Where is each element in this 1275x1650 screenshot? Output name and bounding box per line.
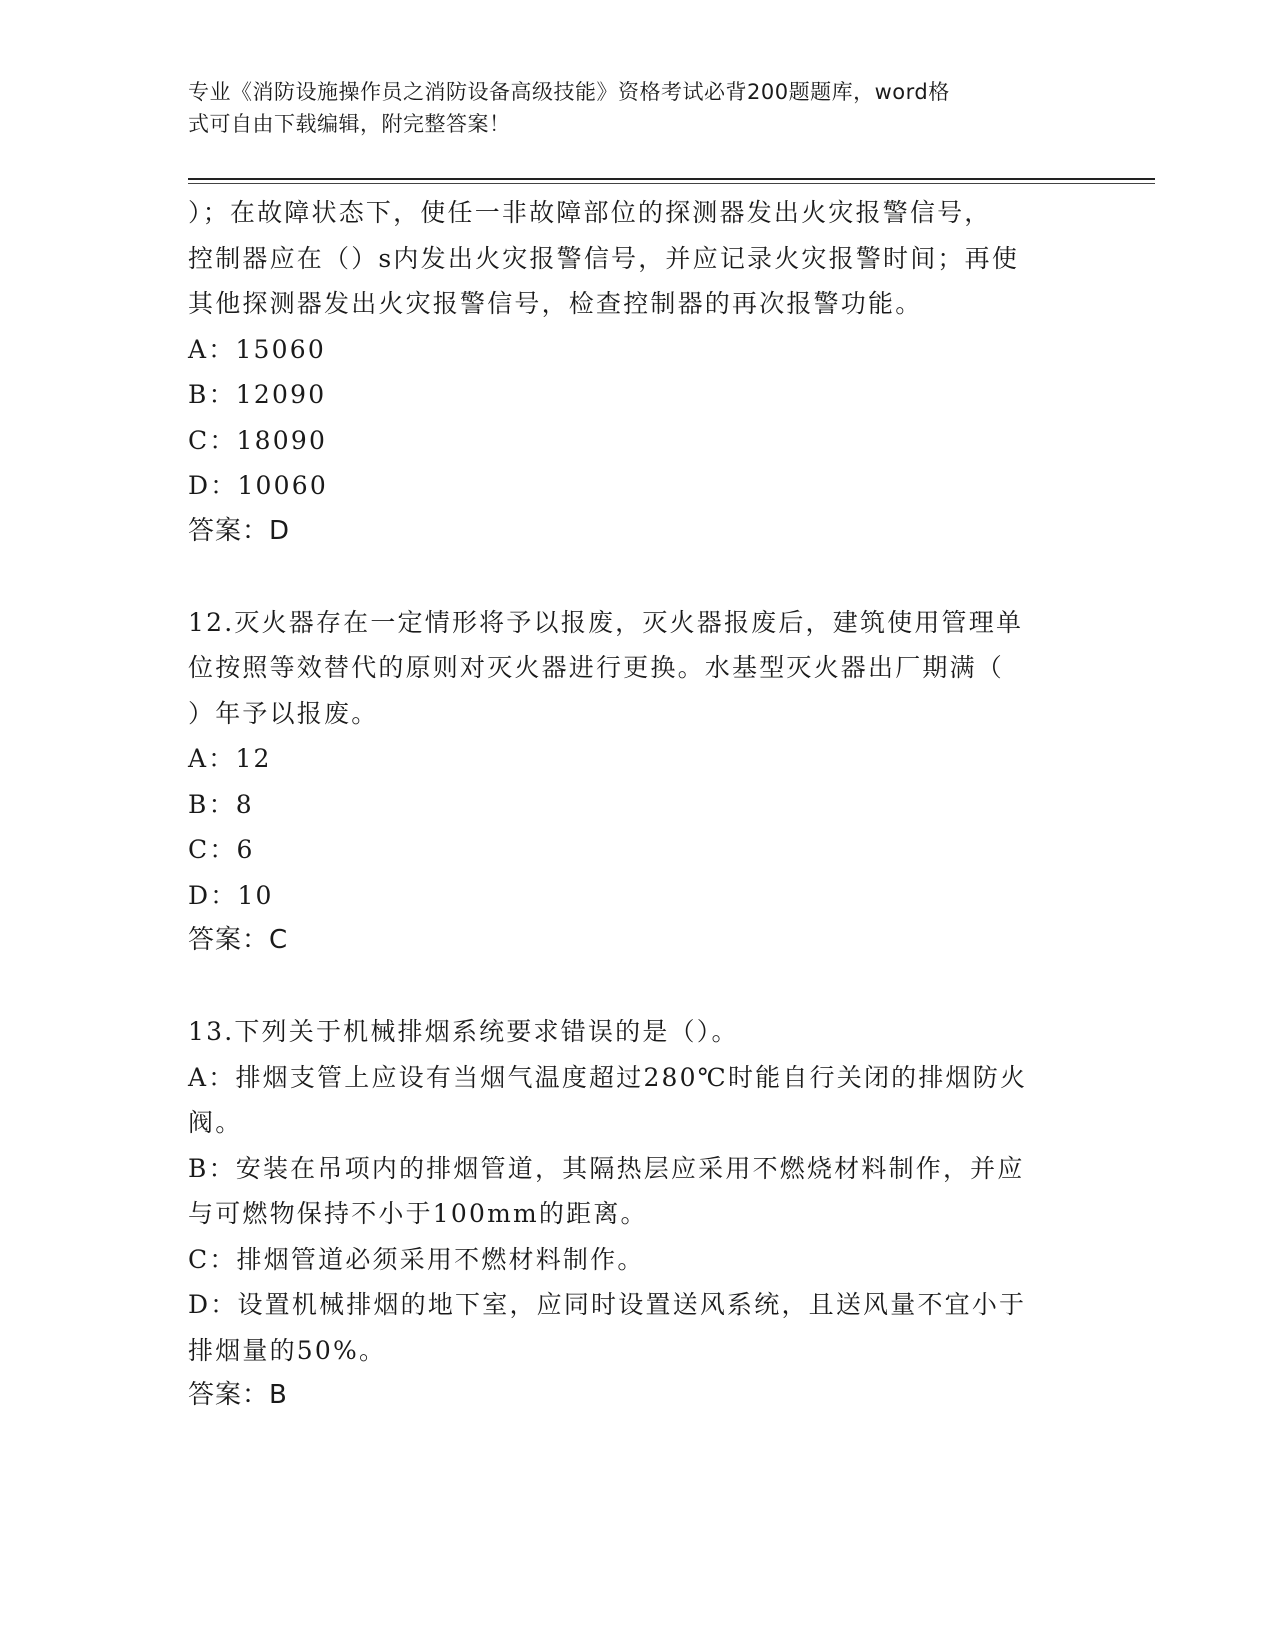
- option-d-continued: 排烟量的50%。: [188, 1335, 387, 1365]
- option-c: C：6: [188, 835, 255, 864]
- option-c: C：排烟管道必须采用不燃材料制作。: [188, 1244, 645, 1274]
- option-b: B：安装在吊项内的排烟管道，其隔热层应采用不燃烧材料制作，并应: [188, 1153, 1025, 1183]
- question-text-line: ）年予以报废。: [188, 698, 379, 728]
- option-a: A：排烟支管上应设有当烟气温度超过280℃时能自行关闭的排烟防火: [188, 1062, 1028, 1092]
- page-header: [188, 76, 1068, 140]
- answer-line: 答案：B: [188, 1380, 288, 1410]
- question-13: [188, 1009, 1088, 1419]
- question-text-line: 控制器应在（）s内发出火灾报警信号，并应记录火灾报警时间；再使: [188, 243, 1020, 273]
- question-11: [188, 190, 1088, 554]
- option-b-continued: 与可燃物保持不小于100mm的距离。: [188, 1199, 648, 1228]
- option-a: A：12: [188, 744, 272, 773]
- header-divider-thin: [188, 183, 1155, 184]
- document-body: [188, 190, 1088, 1419]
- question-text-line: 其他探测器发出火灾报警信号，检查控制器的再次报警功能。: [188, 289, 923, 318]
- question-text-line: 12.灭火器存在一定情形将予以报废，灭火器报废后，建筑使用管理单: [188, 607, 1024, 637]
- question-text-line: ）；在故障状态下，使任一非故障部位的探测器发出火灾报警信号，: [188, 198, 992, 227]
- option-b: B：12090: [188, 380, 327, 409]
- answer-line: 答案：C: [188, 925, 289, 955]
- option-b: B：8: [188, 789, 254, 819]
- header-line-2: 式可自由下载编辑，附完整答案！: [188, 112, 511, 136]
- question-text-line: 13.下列关于机械排烟系统要求错误的是（）。: [188, 1017, 739, 1046]
- question-12: [188, 600, 1088, 964]
- option-d: D：10: [188, 880, 274, 910]
- option-a-continued: 阀。: [188, 1108, 243, 1137]
- header-divider-thick: [188, 178, 1155, 180]
- question-text-line: 位按照等效替代的原则对灭火器进行更换。水基型灭火器出厂期满（: [188, 653, 1005, 682]
- option-d: D：10060: [188, 471, 328, 500]
- option-c: C：18090: [188, 425, 328, 455]
- option-a: A：15060: [188, 334, 326, 364]
- question-spacer: [188, 554, 1088, 600]
- header-line-1: 专业《消防设施操作员之消防设备高级技能》资格考试必背200题题库，word格: [188, 80, 950, 104]
- answer-line: 答案：D: [188, 515, 291, 546]
- option-d: D：设置机械排烟的地下室，应同时设置送风系统，且送风量不宜小于: [188, 1290, 1027, 1319]
- question-spacer: [188, 964, 1088, 1010]
